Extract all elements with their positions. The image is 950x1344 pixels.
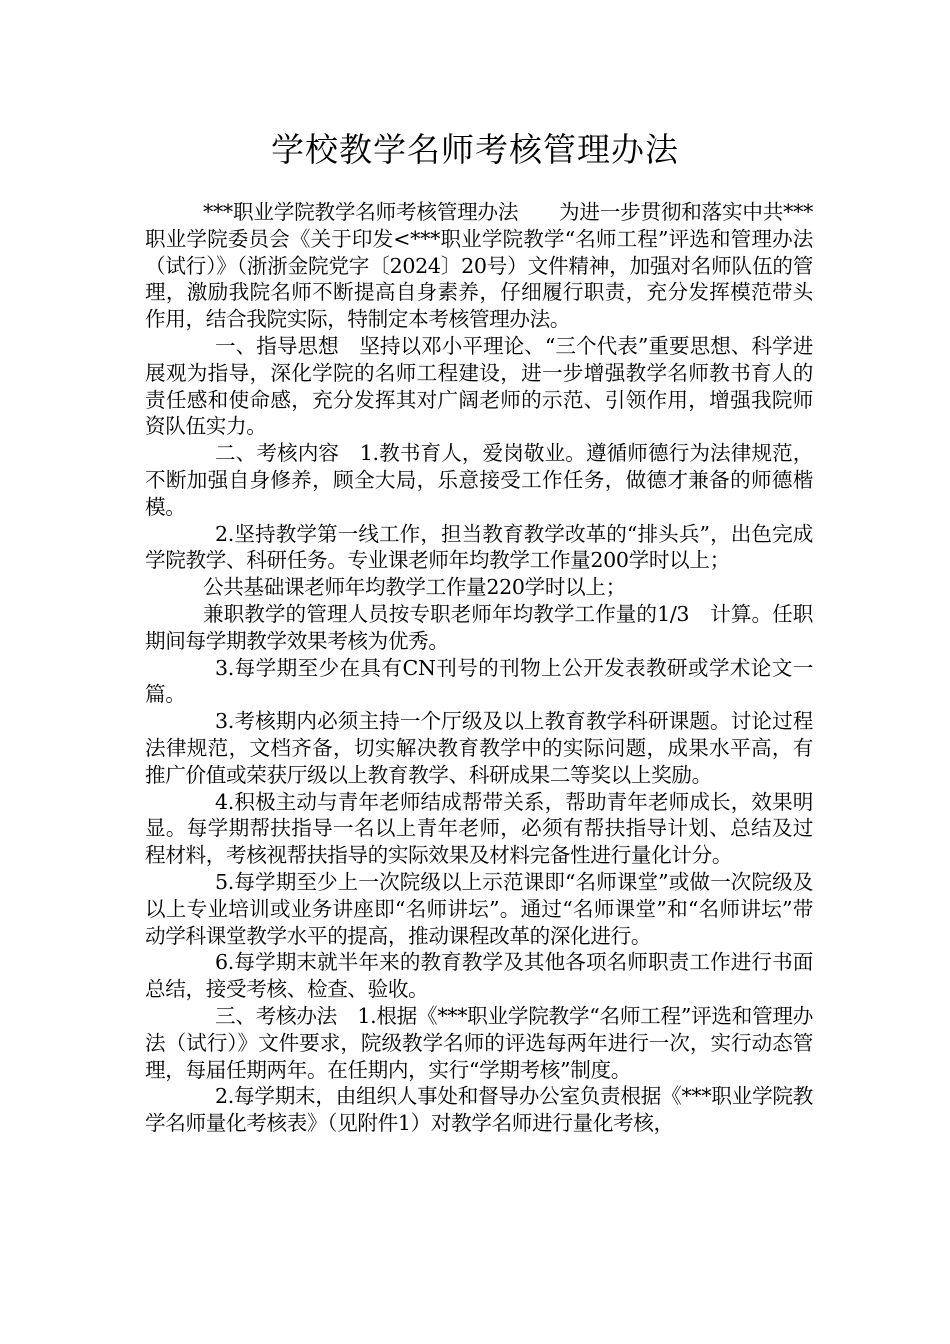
paragraph-guiding-thought: 一、指导思想 坚持以邓小平理论、“三个代表”重要思想、科学进展观为指导，深化学院的名师工程建设，进一步增强教学名师教书育人的责任感和使命感，充分发挥其对广阔老师的示范、引领作用，增强我院师资队伍实力。 [145,333,813,439]
paragraph-item-3b: 3.考核期内必须主持一个厅级及以上教育教学科研课题。讨论过程法律规范，文档齐备，切实解决教育教学中的实际问题，成果水平高，有推广价值或荣获厅级以上教育教学、科研成果二等奖以上奖励。 [145,709,813,787]
paragraph-method-2: 2.每学期末，由组织人事处和督导办公室负责根据《***职业学院教学名师量化考核表》（见附件1）对教学名师进行量化考核， [145,1084,813,1136]
paragraph-assessment-method: 三、考核办法 1.根据《***职业学院教学“名师工程”评选和管理办法（试行）》文件要求，院级教学名师的评选每两年进行一次，实行动态管理，每届任期两年。在任期内，实行“学期考核”制度。 [145,1003,813,1082]
paragraph-assessment-content: 二、考核内容 1.教书育人，爱岗敬业。遵循师德行为法律规范，不断加强自身修养，顾全大局，乐意接受工作任务，做德才兼备的师德楷模。 [145,441,813,519]
document-body [145,199,813,1137]
paragraph-item-2: 2.坚持教学第一线工作，担当教育教学改革的“排头兵”，出色完成学院教学、科研任务。专业课老师年均教学工作量200学时以上； [145,521,813,573]
paragraph-item-3a: 3.每学期至少在具有CN刊号的刊物上公开发表教研或学术论文一篇。 [145,655,813,707]
paragraph-item-5: 5.每学期至少上一次院级以上示范课即“名师课堂”或做一次院级及以上专业培训或业务讲座即“名师讲坛”。通过“名师课堂”和“名师讲坛”带动学科课堂教学水平的提高，推动课程改革的深化进行。 [145,869,813,948]
document-title: 学校教学名师考核管理办法 [271,130,679,169]
paragraph-intro: ***职业学院教学名师考核管理办法 为进一步贯彻和落实中共***职业学院委员会《关于印发<***职业学院教学“名师工程”评选和管理办法（试行）》（浙浙金院党字〔2024〕20号）文件精神，加强对名师队伍的管理，激励我院名师不断提高自身素养，仔细履行职责，充分发挥模范带头作用，结合我院实际，特制定本考核管理办法。 [145,200,813,332]
paragraph-part-time: 兼职教学的管理人员按专职老师年均教学工作量的1/3 计算。任职期间每学期教学效果考核为优秀。 [145,601,813,653]
paragraph-item-4: 4.积极主动与青年老师结成帮带关系，帮助青年老师成长，效果明显。每学期帮扶指导一名以上青年老师，必须有帮扶指导计划、总结及过程材料，考核视帮扶指导的实际效果及材料完备性进行量化计分。 [145,789,813,868]
paragraph-public-course: 公共基础课老师年均教学工作量220学时以上； [203,575,626,600]
paragraph-item-6: 6.每学期末就半年来的教育教学及其他各项名师职责工作进行书面总结，接受考核、检查、验收。 [145,950,813,1002]
